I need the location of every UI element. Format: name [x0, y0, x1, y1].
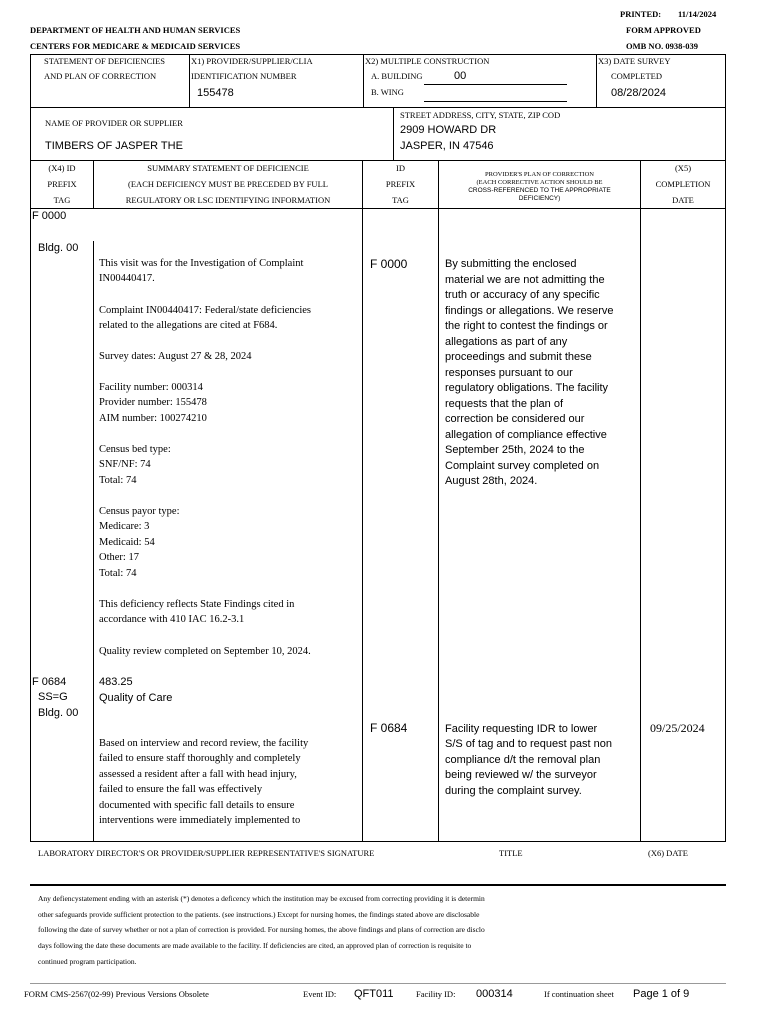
snf-nf: SNF/NF: 74 [99, 459, 151, 470]
department-title: DEPARTMENT OF HEALTH AND HUMAN SERVICES [30, 25, 241, 35]
plan1-line: allegations as part of any [445, 336, 568, 348]
plan2-line: being reviewed w/ the surveyor [445, 769, 597, 781]
centers-title: CENTERS FOR MEDICARE & MEDICAID SERVICES [30, 41, 241, 51]
plan2-line: Facility requesting IDR to lower [445, 723, 598, 735]
form-number: FORM CMS-2567(02-99) Previous Versions Obsolete [24, 989, 209, 999]
regulation-title: Quality of Care [99, 692, 173, 704]
census-bed-type: Census bed type: [99, 444, 171, 455]
summary-header-2: (EACH DEFICIENCY MUST BE PRECEDED BY FULL [128, 179, 328, 189]
bed-total: Total: 74 [99, 475, 137, 486]
wing-label: B. WING [371, 87, 404, 97]
tag-f0000: F 0000 [32, 210, 67, 222]
plan1-line: Complaint survey completed on [445, 460, 600, 472]
state-findings-line-1: This deficiency reflects State Findings cited in [99, 599, 295, 610]
survey-dates: Survey dates: August 27 & 28, 2024 [99, 351, 252, 362]
plan-tag-f0684: F 0684 [370, 721, 408, 735]
visit-line-1: This visit was for the Investigation of Complaint [99, 258, 304, 269]
plan1-line: allegation of compliance effective [445, 429, 607, 441]
facility-number: Facility number: 000314 [99, 382, 203, 393]
payor-total: Total: 74 [99, 568, 137, 579]
signature-date-label: (X6) DATE [648, 848, 688, 858]
plan1-line: By submitting the enclosed [445, 258, 577, 270]
plan2-line: compliance d/t the removal plan [445, 754, 601, 766]
plan1-line: requests that the plan of [445, 398, 564, 410]
address-line2: JASPER, IN 47546 [400, 140, 494, 152]
disclaimer-line: following the date of survey whether or not a plan of correction is provided. For nursing homes, the above findings and plans of correction are disclo [38, 925, 485, 934]
quality-review: Quality review completed on September 10, 2024. [99, 646, 311, 657]
street-address-label: STREET ADDRESS, CITY, STATE, ZIP COD [400, 110, 561, 120]
summary-header-1: SUMMARY STATEMENT OF DEFICIENCIE [147, 163, 309, 173]
plan-header-1: PROVIDER'S PLAN OF CORRECTION [485, 171, 594, 178]
summary-header-3: REGULATORY OR LSC IDENTIFYING INFORMATION [125, 195, 331, 205]
complaint-line-1: Complaint IN00440417: Federal/state deficiencies [99, 305, 311, 316]
disclaimer-line: other safeguards provide sufficient protection to the patients. (see instructions.) Except for nursing homes, the findings stated above are disclosable [38, 910, 480, 919]
signature-title-label: TITLE [499, 848, 523, 858]
plan-header-4: DEFICIENCY) [518, 195, 561, 202]
disclaimer-line: days following the date these documents are made available to the facility. If deficiencies are cited, an approved plan of correction is requisite to [38, 941, 472, 950]
regulation-number: 483.25 [99, 676, 133, 688]
survey-date-value: 08/28/2024 [611, 87, 667, 99]
plan2-line: S/S of tag and to request past non [445, 738, 612, 750]
plan1-line: truth or accuracy of any specific [445, 289, 600, 301]
building-value: 00 [454, 70, 467, 82]
plan-header-3: CROSS-REFERENCED TO THE APPROPRIATE [468, 187, 611, 194]
plan2-line: during the complaint survey. [445, 785, 582, 797]
id-header-3: TAG [392, 195, 409, 205]
id-header-1: ID [396, 163, 405, 173]
tag-f0684: F 0684 [32, 676, 67, 688]
plan1-line: the right to contest the findings or [445, 320, 608, 332]
census-payor-type: Census payor type: [99, 506, 180, 517]
plan-header-2: (EACH CORRECTIVE ACTION SHOULD BE [476, 179, 603, 186]
building-label: A. BUILDING [371, 71, 423, 81]
printed-label: PRINTED: [620, 9, 662, 19]
x5-header-3: DATE [672, 195, 694, 205]
plan1-line: correction be considered our [445, 413, 585, 425]
provider-name-value: TIMBERS OF JASPER THE [45, 140, 183, 152]
x2-label: X2) MULTIPLE CONSTRUCTION [365, 56, 490, 66]
statement-label: STATEMENT OF DEFICIENCIES [44, 56, 166, 66]
form-approved: FORM APPROVED [626, 25, 701, 35]
plan1-line: September 25th, 2024 to the [445, 444, 585, 456]
x4-header-1: (X4) ID [48, 163, 76, 173]
address-line1: 2909 HOWARD DR [400, 124, 497, 136]
identification-number-label: IDENTIFICATION NUMBER [191, 71, 297, 81]
x5-header-2: COMPLETION [655, 179, 711, 189]
plan-tag-f0000: F 0000 [370, 257, 408, 271]
provider-id-value: 155478 [197, 87, 234, 99]
continuation-label: If continuation sheet [544, 989, 614, 999]
plan1-line: responses pursuant to our [445, 367, 573, 379]
medicaid: Medicaid: 54 [99, 537, 155, 548]
finding-line: interventions were immediately implemented to [99, 815, 301, 826]
finding-line: Based on interview and record review, the facility [99, 738, 309, 749]
visit-line-2: IN00440417. [99, 273, 155, 284]
facility-id-label: Facility ID: [416, 989, 456, 999]
omb-number: OMB NO. 0938-039 [626, 41, 699, 51]
plan1-line: proceedings and submit these [445, 351, 592, 363]
finding-line: failed to ensure the fall was effectively [99, 784, 263, 795]
event-id-value: QFT011 [354, 988, 394, 1000]
finding-line: documented with specific fall details to ensure [99, 800, 295, 811]
plan1-line: findings or allegations. We reserve [445, 305, 614, 317]
printed-date: 11/14/2024 [678, 9, 717, 19]
plan1-line: regulatory obligations. The facility [445, 382, 609, 394]
finding-line: failed to ensure staff thoroughly and completely [99, 753, 301, 764]
x4-header-2: PREFIX [47, 179, 77, 189]
completion-date: 09/25/2024 [650, 721, 705, 735]
page-number: Page 1 of 9 [633, 988, 690, 1000]
other: Other: 17 [99, 552, 139, 563]
x4-header-3: TAG [53, 195, 71, 205]
plan1-line: August 28th, 2024. [445, 475, 538, 487]
scope-severity: SS=G [38, 691, 68, 703]
facility-id-value: 000314 [476, 988, 513, 1000]
medicare: Medicare: 3 [99, 521, 150, 532]
disclaimer-line: Any defiencystatement ending with an asterisk (*) denotes a deficency which the institution may be excused from correcting providing it is determin [38, 894, 485, 903]
complaint-line-2: related to the allegations are cited at F684. [99, 320, 278, 331]
x3-label: X3) DATE SURVEY [598, 56, 671, 66]
plan-of-correction-label: AND PLAN OF CORRECTION [44, 71, 157, 81]
completed-label: COMPLETED [611, 71, 662, 81]
x1-label: X1) PROVIDER/SUPPLIER/CLIA [191, 56, 313, 66]
director-signature-label: LABORATORY DIRECTOR'S OR PROVIDER/SUPPLIER REPRESENTATIVE'S SIGNATURE [38, 848, 375, 858]
disclaimer-line: continued program participation. [38, 957, 137, 966]
id-header-2: PREFIX [385, 179, 416, 189]
state-findings-line-2: accordance with 410 IAC 16.2-3.1 [99, 614, 245, 625]
building-tag-2: Bldg. 00 [38, 707, 79, 719]
plan1-line: material we are not admitting the [445, 274, 605, 286]
event-id-label: Event ID: [303, 989, 337, 999]
provider-number: Provider number: 155478 [99, 397, 207, 408]
finding-line: assessed a resident after a fall with head injury, [99, 769, 297, 780]
x5-header-1: (X5) [674, 163, 692, 173]
aim-number: AIM number: 100274210 [99, 413, 207, 424]
building-tag-1: Bldg. 00 [38, 242, 79, 254]
provider-name-label: NAME OF PROVIDER OR SUPPLIER [45, 118, 183, 128]
